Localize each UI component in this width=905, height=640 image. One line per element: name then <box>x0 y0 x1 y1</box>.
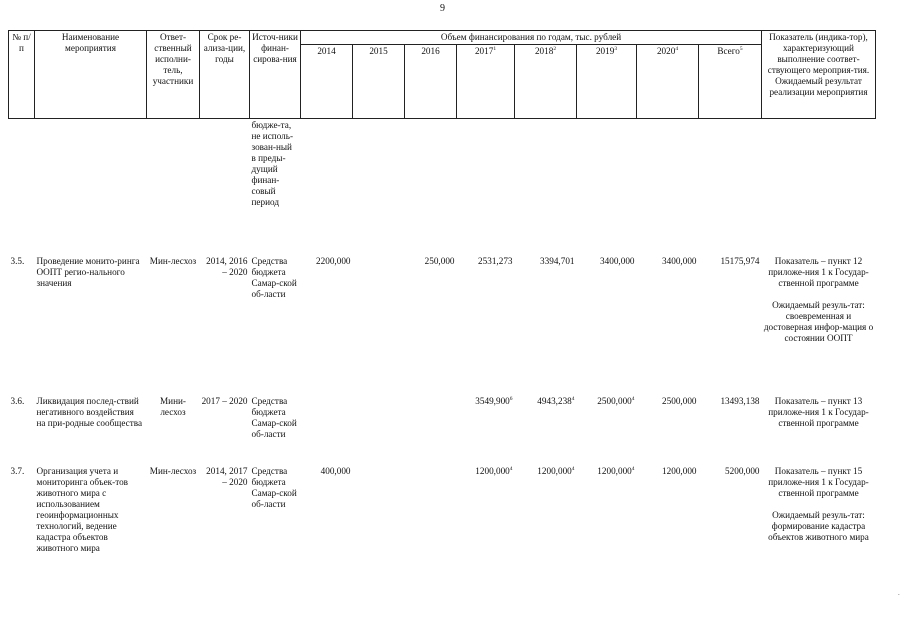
row-value: 3400,000 <box>600 255 635 266</box>
row-value: 15175,974 <box>720 255 760 266</box>
table-body <box>9 255 876 595</box>
row-executor: Мини-лесхоз <box>160 395 186 417</box>
row-value <box>353 255 405 395</box>
expected-result-text: Ожидаемый резуль-тат: формирование кадастра объектов животного мира <box>768 509 869 542</box>
header-name: Наименование мероприятия <box>35 31 147 119</box>
row-name: Проведение монито-ринга ООПТ регио-нального значения <box>36 255 140 288</box>
row-value: 1200,000$^4$ <box>597 465 635 476</box>
row-indicator <box>762 255 876 395</box>
page-number: 9 <box>440 3 445 14</box>
continuation-source: бюдже-та, не исполь-зован-ный в преды-дущий финан-совый период <box>251 120 294 207</box>
table-row <box>9 255 876 395</box>
row-value: 13493,138 <box>720 395 760 406</box>
row-value <box>353 395 405 465</box>
row-value: 400,000 <box>320 465 351 476</box>
row-number: 3.7. <box>10 465 25 476</box>
row-value: 3549,900$^6$ <box>475 395 513 406</box>
header-year-4: 2018$^2$ <box>515 45 577 119</box>
header-executor: Ответ-ственный исполни-тель, участники <box>147 31 200 119</box>
row-value: 250,000 <box>424 255 455 266</box>
row-indicator <box>762 465 876 595</box>
row-value <box>405 395 457 465</box>
indicator-text: Показатель – пункт 13 приложе-ния 1 к Государ-ственной программе <box>768 395 869 428</box>
row-number: 3.6. <box>10 395 25 406</box>
row-value: 3400,000 <box>662 255 697 266</box>
row-value <box>301 395 353 465</box>
row-executor: Мин-лесхоз <box>149 255 197 266</box>
table-row <box>9 465 876 595</box>
header-source: Источ-ники финан-сирова-ния <box>250 31 301 119</box>
row-indicator <box>762 395 876 465</box>
row-name: Организация учета и мониторинга объек-тов животного мира с использованием геоинформационных технологий, ведение кадастра объектов животного мира <box>36 465 129 553</box>
row-value: 1200,000$^4$ <box>537 465 575 476</box>
row-number: 3.5. <box>10 255 25 266</box>
continuation-row <box>9 119 876 255</box>
row-value: 2500,000 <box>662 395 697 406</box>
row-value <box>353 465 405 595</box>
header-term: Срок ре-ализа-ции, годы <box>200 31 250 119</box>
margin-mark: . <box>898 589 900 597</box>
row-value: 1200,000$^4$ <box>475 465 513 476</box>
indicator-text: Показатель – пункт 12 приложе-ния 1 к Государ-ственной программе <box>768 255 869 288</box>
header-year-3: 2017$^1$ <box>457 45 515 119</box>
row-source: Средства бюджета Самар-ской об-ласти <box>251 465 297 509</box>
row-value: 2200,000 <box>316 255 351 266</box>
row-value: 2500,000$^4$ <box>597 395 635 406</box>
row-value: 3394,701 <box>540 255 575 266</box>
row-name: Ликвидация послед-ствий негативного воздействия на при-родные сообщества <box>36 395 143 428</box>
funding-table <box>8 30 876 595</box>
header-year-5: 2019$^3$ <box>577 45 637 119</box>
row-executor: Мин-лесхоз <box>149 465 197 476</box>
row-source: Средства бюджета Самар-ской об-ласти <box>251 395 297 439</box>
header-year-0: 2014 <box>301 45 353 119</box>
row-term: 2014, 2016 – 2020 <box>206 255 248 277</box>
header-year-1: 2015 <box>353 45 405 119</box>
expected-result-text: Ожидаемый резуль-тат: своевременная и достоверная инфор-мация о состоянии ООПТ <box>763 299 874 343</box>
header-funding-group: Объем финансирования по годам, тыс. рублей <box>301 31 762 45</box>
row-value: 5200,000 <box>725 465 760 476</box>
row-source: Средства бюджета Самар-ской об-ласти <box>251 255 297 299</box>
row-term: 2017 – 2020 <box>201 395 248 406</box>
header-year-7: Всего$^5$ <box>699 45 762 119</box>
header-year-2: 2016 <box>405 45 457 119</box>
header-indicator: Показатель (индика-тор), характеризующий выполнение соответ-ствующего мероприя-тия. Ожидаемый результат реализации мероприятия <box>762 31 876 119</box>
row-term: 2014, 2017 – 2020 <box>206 465 248 487</box>
indicator-text: Показатель – пункт 15 приложе-ния 1 к Государ-ственной программе <box>768 465 869 498</box>
row-value <box>405 465 457 595</box>
header-no: № п/п <box>9 31 35 119</box>
row-value: 2531,273 <box>478 255 513 266</box>
table-row <box>9 395 876 465</box>
header-year-6: 2020$^4$ <box>637 45 699 119</box>
row-value: 4943,238$^4$ <box>537 395 575 406</box>
row-value: 1200,000 <box>662 465 697 476</box>
